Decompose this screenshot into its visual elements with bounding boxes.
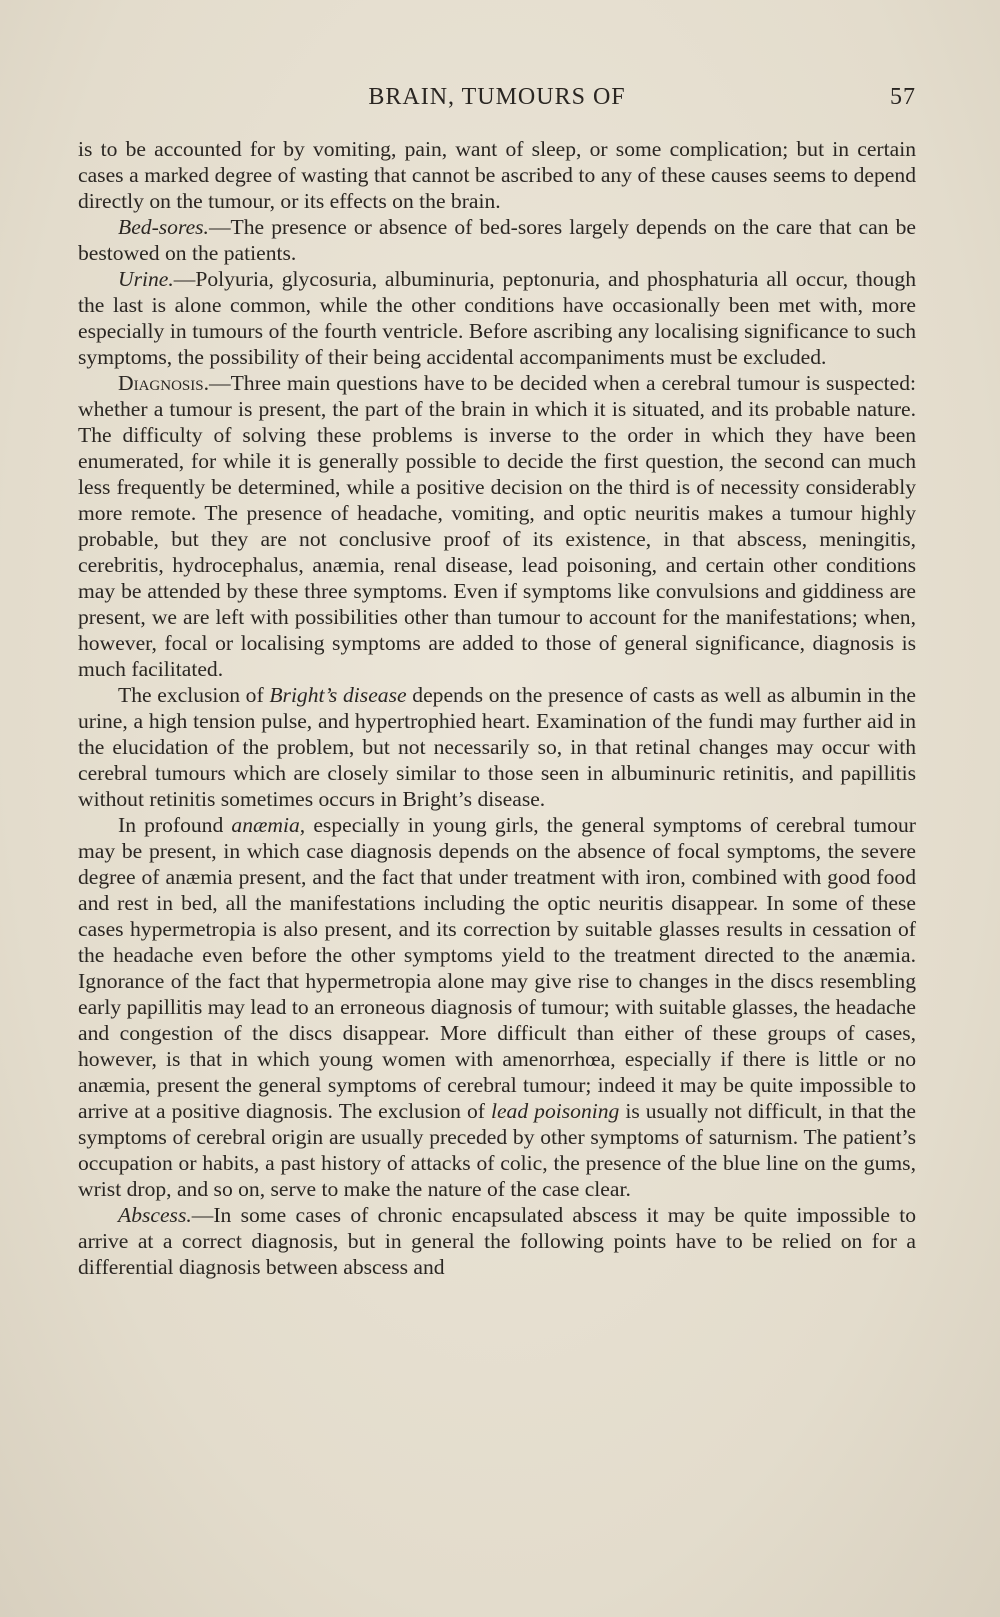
paragraph-emphasis-lead-poisoning: lead poisoning: [490, 1099, 620, 1123]
paragraph-bed-sores: [78, 214, 916, 266]
paragraph-lead: Bed-sores.: [118, 215, 209, 239]
paragraph-abscess: [78, 1202, 916, 1280]
paragraph-emphasis: anæmia,: [231, 813, 306, 837]
paragraph-emphasis: Bright’s disease: [269, 683, 407, 707]
paragraph-pre: In profound: [118, 813, 232, 837]
body-text: [78, 136, 916, 1280]
running-title: BRAIN, TUMOURS OF: [368, 84, 626, 110]
paragraph-post: is usually not difficult, in that the symptoms of cerebral origin are usually preceded by other symptoms of saturnism. The patient’s occupation or habits, a past history of attacks of colic, the presence of the blue line on the gums, wrist drop, and so on, serve to make the nature of the case clear.: [78, 1099, 916, 1201]
paragraph-text: —In some cases of chronic encapsulated abscess it may be quite impossible to arrive at a correct diagnosis, but in general the following points have to be relied on for a differential diagnosis between abscess and: [78, 1203, 916, 1279]
paragraph-text: —The presence or absence of bed-sores largely depends on the care that can be bestowed on the patients.: [78, 215, 916, 265]
paragraph-diagnosis: [78, 370, 916, 682]
paragraph-pre: The exclusion of: [118, 683, 270, 707]
running-head: [78, 84, 916, 118]
paragraph-text: depends on the presence of casts as well as albumin in the urine, a high tension pulse, and hypertrophied heart. Examination of the fundi may further aid in the elucidation of the problem, but not necessarily so, in that retinal changes may occur with cerebral tumours which are closely similar to those seen in albuminuric retinitis, and papillitis without retinitis sometimes occurs in Bright’s disease.: [78, 683, 917, 811]
paragraph-lead: Diagnosis.: [118, 371, 209, 395]
page-number: 57: [890, 84, 916, 110]
paragraph-wasting: [78, 136, 916, 214]
paragraph-text: especially in young girls, the general symptoms of cerebral tumour may be present, in which case diagnosis depends on the absence of focal symptoms, the severe degree of anæmia present, and the fact that under treatment with iron, combined with good food and rest in bed, all the manifestations including the optic neuritis disappear. In some of these cases hypermetropia is also present, and its correction by suitable glasses results in cessation of the headache even before the other symptoms yield to the treatment directed to the anæmia. Ignorance of the fact that hypermetropia alone may give rise to changes in the discs resembling early papillitis may lead to an erroneous diagnosis of tumour; with suitable glasses, the headache and congestion of the discs disappear. More difficult than either of these groups of cases, however, is that in which young women with amenorrhœa, especially if there is little or no anæmia, present the general symptoms of cerebral tumour; indeed it may be quite impossible to arrive at a positive diagnosis. The exclusion of: [78, 813, 916, 1123]
paragraph-anaemia: [78, 812, 916, 1202]
paragraph-lead: Abscess.: [118, 1203, 192, 1227]
paragraph-text: —Three main questions have to be decided when a cerebral tumour is suspected: whether a tumour is present, the part of the brain in which it is situated, and its probable nature. The difficulty of solving these problems is inverse to the order in which they have been enumerated, for while it is generally possible to decide the first question, the second can much less frequently be determined, while a positive decision on the third is of necessity considerably more remote. The presence of headache, vomiting, and optic neuritis makes a tumour highly probable, but they are not conclusive proof of its existence, in that abscess, meningitis, cerebritis, hydrocephalus, anæmia, renal disease, lead poisoning, and certain other conditions may be attended by these three symptoms. Even if symptoms like convulsions and giddiness are present, we are left with possibilities other than tumour to account for the manifestations; when, however, focal or localising symptoms are added to those of general significance, diagnosis is much facilitated.: [78, 371, 916, 681]
paragraph-text: is to be accounted for by vomiting, pain, want of sleep, or some complication; but in certain cases a marked degree of wasting that cannot be ascribed to any of these causes seems to depend directly on the tumour, or its effects on the brain.: [78, 137, 916, 213]
paragraph-urine: [78, 266, 916, 370]
paragraph-text: —Polyuria, glycosuria, albuminuria, peptonuria, and phosphaturia all occur, though the last is alone common, while the other conditions have occasionally been met with, more especially in tumours of the fourth ventricle. Before ascribing any localising significance to such symptoms, the possibility of their being accidental accompaniments must be excluded.: [78, 267, 916, 369]
paragraph-brights-disease: [78, 682, 916, 812]
paragraph-lead: Urine.: [118, 267, 174, 291]
